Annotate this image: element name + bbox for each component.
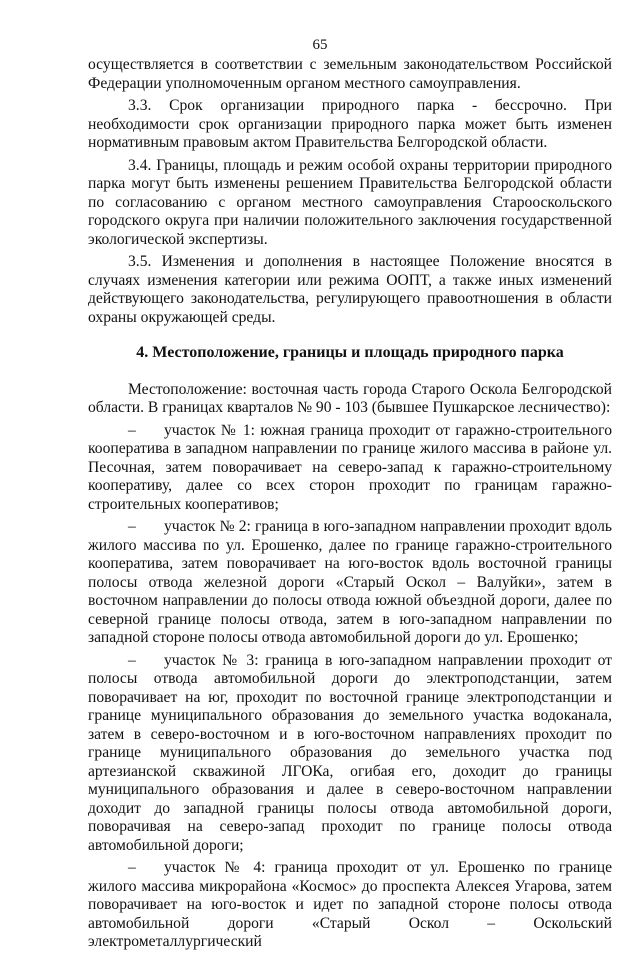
page-number: 65 xyxy=(312,37,328,53)
list-dash: – xyxy=(128,518,136,535)
plot-item-1 xyxy=(88,422,612,515)
plot-text: участок № 3: граница в юго-западном направлении проходит от полосы отвода автомобильной дороги до электроподстанции, затем поворачивает на юг, проходит по восточной границе электроподстанции и границе муниципального образования до земельного участка водоканала, затем в северо-восточном и в юго-восточном направлениях проходит по границе муниципального образования до земельного участка под артезианской скважиной ЛГОКа, огибая его, доходит до границы муниципального образования и далее в северо-восточном направлении доходит до западной границы полосы отвода автомобильной дороги, поворачивая на северо-запад проходит по границе полосы отвода автомобильной дороги; xyxy=(88,651,612,854)
plot-text: участок № 2: граница в юго-западном направлении проходит вдоль жилого массива по ул. Ерошенко, далее по границе гаражно-строительного кооператива, затем поворачивает на юго-восток вдоль восточной границы полосы отвода железной дороги «Старый Оскол – Валуйки», затем в восточном направлении до полосы отвода южной объездной дороги, далее по северной границе полосы отвода, затем в юго-западном направлении по западной стороне полосы отвода автомобильной дороги до ул. Ерошенко; xyxy=(88,518,612,646)
plot-item-3 xyxy=(88,652,612,856)
plot-item-4 xyxy=(88,859,612,952)
location-intro: Местоположение: восточная часть города Старого Оскола Белгородской области. В границах кварталов № 90 - 103 (бывшее Пушкарское лесничество): xyxy=(88,380,612,416)
plot-item-2 xyxy=(88,518,612,648)
paragraph-continuation: осуществляется в соответствии с земельным законодательством Российской Федерации уполномоченным органом местного самоуправления. xyxy=(88,56,612,92)
paragraph-3-4: 3.4. Границы, площадь и режим особой охраны территории природного парка могут быть изменены решением Правительства Белгородской области по согласованию с органом местного самоуправления Старооскольского городского округа при наличии положительного заключения государственной экологической экспертизы. xyxy=(88,156,612,248)
list-dash: – xyxy=(128,421,136,439)
paragraph-3-5: 3.5. Изменения и дополнения в настоящее Положение вносятся в случаях изменения категории или режима ООПТ, а также иных изменений действующего законодательства, регулирующего правоотношения в области охраны окружающей среды. xyxy=(88,253,612,326)
list-dash: – xyxy=(128,859,136,876)
plot-text: участок № 1: южная граница проходит от гаражно-строительного кооператива в западном направлении по границе жилого массива в районе ул. Песочная, затем поворачивает на северо-запад к гаражно-строительному кооперативу, далее со всех сторон проходит по границам гаражно-строительных кооперативов; xyxy=(88,421,612,513)
document-body xyxy=(88,56,612,956)
list-dash: – xyxy=(128,651,136,669)
section-heading: 4. Местоположение, границы и площадь природного парка xyxy=(136,344,564,361)
plot-text: участок № 4: граница проходит от ул. Ерошенко по границе жилого массива микрорайона «Космос» до проспекта Алексея Угарова, затем поворачивает на юго-восток и идет по западной стороне полосы отвода автомобильной дороги «Старый Оскол – Оскольский электрометаллургический xyxy=(88,859,612,950)
paragraph-3-3: 3.3. Срок организации природного парка - бессрочно. При необходимости срок организации природного парка может быть изменен нормативным правовым актом Правительства Белгородской области. xyxy=(88,97,612,151)
